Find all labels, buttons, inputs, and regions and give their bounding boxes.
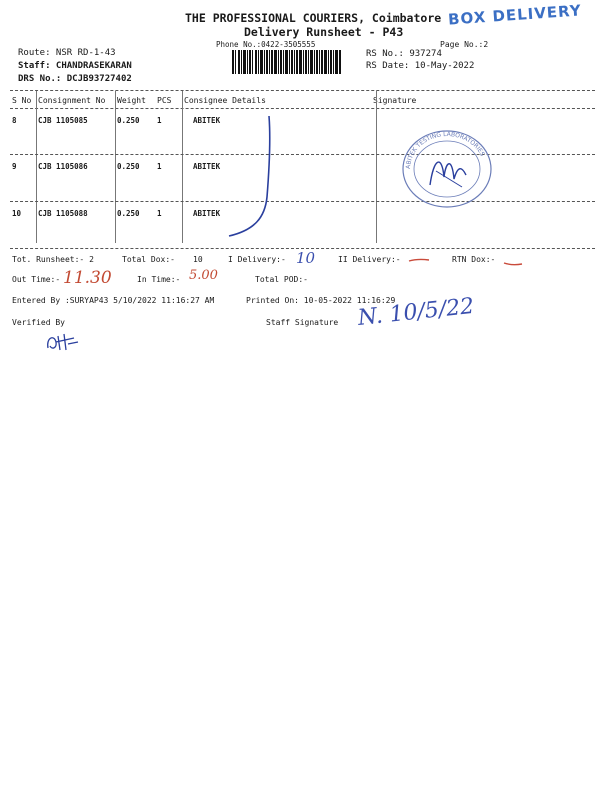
in-time-handwritten: 5.00	[189, 268, 218, 283]
col-divider	[36, 91, 37, 243]
staff-signature-label: Staff Signature	[266, 318, 339, 327]
table-header-rule	[10, 108, 595, 109]
entered-by: Entered By :SURYAP43 5/10/2022 11:16:27 AM	[12, 296, 215, 305]
verified-by-label: Verified By	[12, 318, 65, 327]
col-divider	[376, 91, 377, 243]
staff-info: Staff: CHANDRASEKARAN	[18, 61, 132, 71]
row-consignee: ABITEK	[193, 209, 221, 218]
table-top-rule	[10, 90, 595, 91]
col-header-sno: S No	[12, 96, 32, 105]
dash-mark	[408, 256, 430, 264]
ii-delivery-label: II Delivery:-	[338, 255, 401, 264]
col-header-consignee: Consignee Details	[184, 96, 266, 105]
row-consignment: CJB 1105085	[38, 116, 88, 125]
total-pod-label: Total POD:-	[255, 275, 308, 284]
verified-signature	[44, 330, 80, 354]
row-consignment: CJB 1105088	[38, 209, 88, 218]
dash-mark	[503, 259, 523, 267]
seal-text: ABITEK TESTING LABORATORIES	[404, 130, 486, 170]
row-pcs: 1	[157, 116, 162, 125]
row-sno: 10	[12, 209, 22, 218]
route-info: Route: NSR RD-1-43	[18, 48, 116, 58]
rtn-dox-label: RTN Dox:-	[452, 255, 496, 264]
printed-on: Printed On: 10-05-2022 11:16:29	[246, 296, 396, 305]
row-weight: 0.250	[117, 162, 140, 171]
row-rule	[10, 201, 595, 202]
col-divider	[115, 91, 116, 243]
i-delivery-handwritten: 10	[296, 249, 316, 267]
company-seal-stamp	[400, 127, 495, 212]
row-pcs: 1	[157, 209, 162, 218]
company-title: THE PROFESSIONAL COURIERS, Coimbatore	[185, 11, 442, 25]
row-weight: 0.250	[117, 116, 140, 125]
out-time-label: Out Time:-	[12, 275, 61, 284]
col-header-signature: Signature	[373, 96, 417, 105]
row-pcs: 1	[157, 162, 162, 171]
runsheet-title: Delivery Runsheet - P43	[244, 25, 404, 39]
row-weight: 0.250	[117, 209, 140, 218]
page-number: Page No.:2	[440, 40, 489, 49]
total-dox-label: Total Dox:-	[122, 255, 175, 264]
row-consignment: CJB 1105086	[38, 162, 88, 171]
col-header-pcs: PCS	[157, 96, 172, 105]
row-consignee: ABITEK	[193, 162, 221, 171]
tot-runsheet: Tot. Runsheet:- 2	[12, 255, 94, 264]
col-divider	[182, 91, 183, 243]
in-time-label: In Time:-	[137, 275, 181, 284]
row-consignee: ABITEK	[193, 116, 221, 125]
row-sno: 8	[12, 116, 17, 125]
box-delivery-stamp: BOX DELIVERY	[447, 1, 583, 29]
rs-number: RS No.: 937274	[366, 49, 442, 59]
svg-text:ABITEK TESTING LABORATORIES	[405, 131, 486, 169]
drs-number: DRS No.: DCJB93727402	[18, 74, 132, 84]
out-time-handwritten: 11.30	[63, 268, 112, 288]
i-delivery-label: I Delivery:-	[228, 255, 286, 264]
handwritten-bracket-mark	[225, 112, 285, 242]
phone-number: Phone No.:0422-3505555	[216, 40, 316, 49]
row-sno: 9	[12, 162, 17, 171]
col-header-consignment: Consignment No	[38, 96, 106, 105]
barcode-icon	[232, 50, 342, 74]
total-dox-value: 10	[193, 255, 203, 264]
row-rule	[10, 154, 595, 155]
rs-date: RS Date: 10-May-2022	[366, 61, 475, 71]
col-header-weight: Weight	[117, 96, 146, 105]
staff-signature-handwritten: N. 10/5/22	[356, 293, 476, 331]
